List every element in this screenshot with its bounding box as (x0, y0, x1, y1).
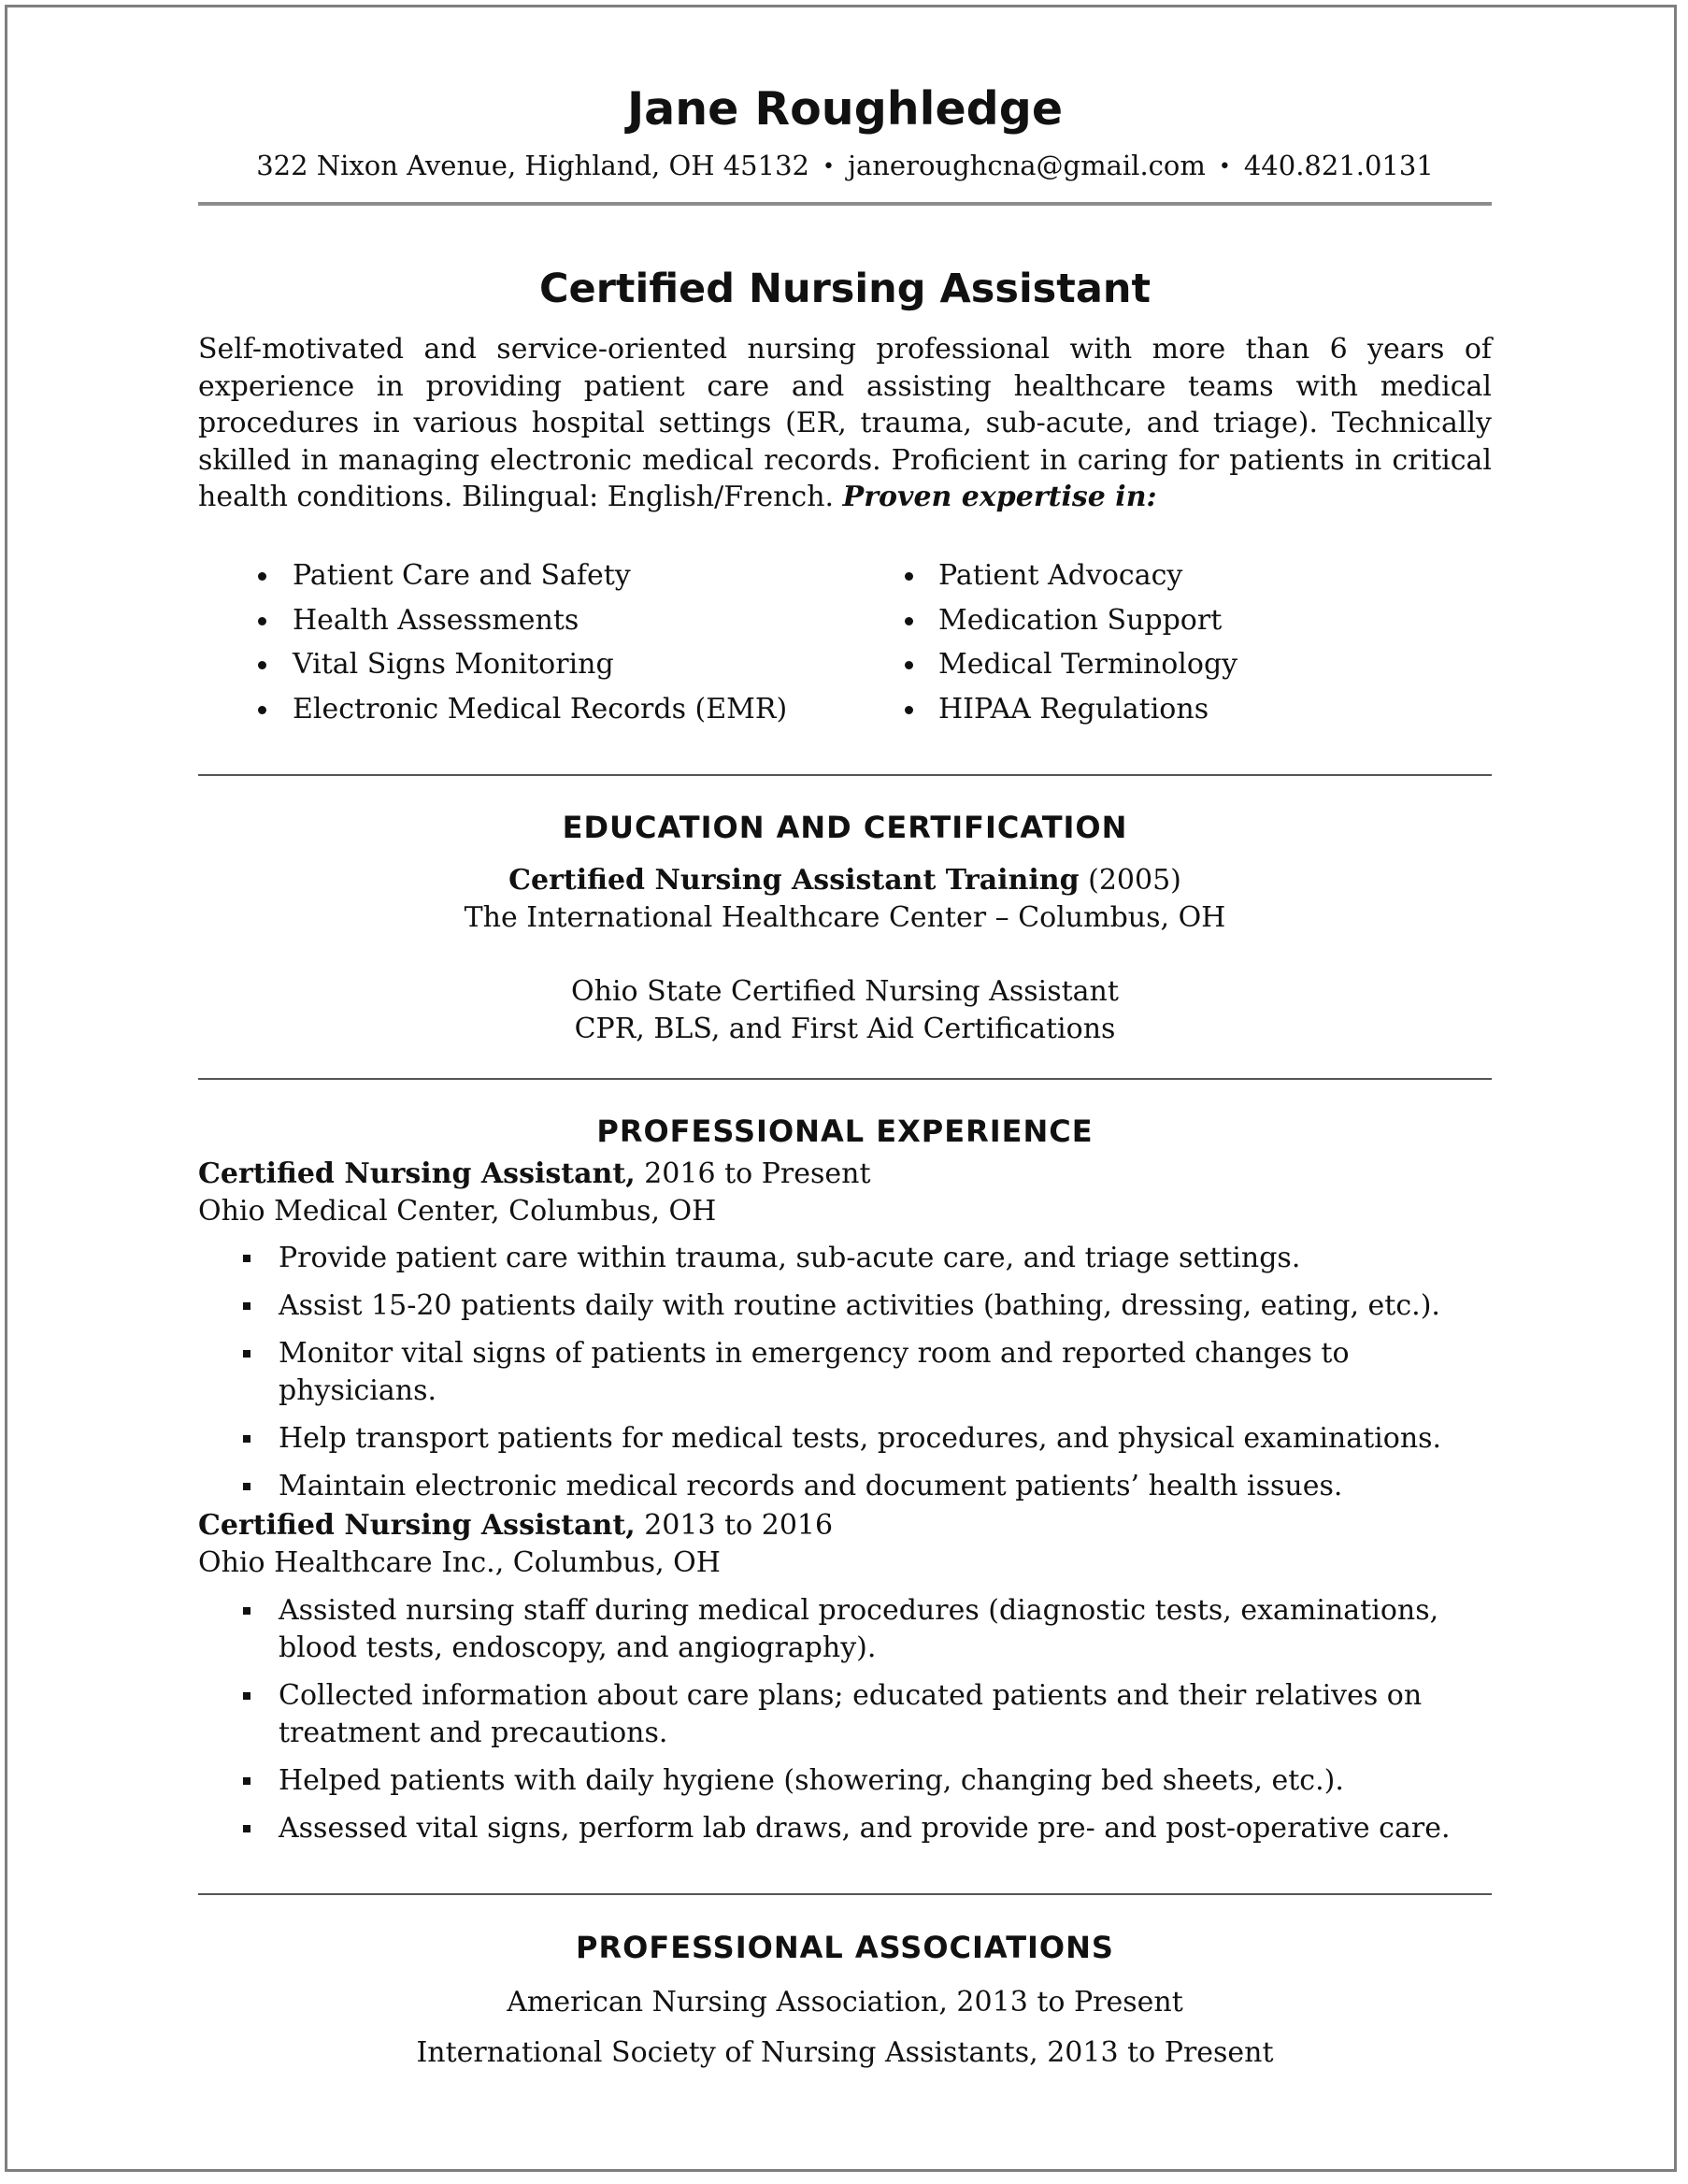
duty-item: Monitor vital signs of patients in emergency room and reported changes to physicians. (198, 1335, 1492, 1410)
experience-title: PROFESSIONAL EXPERIENCE (596, 1114, 1094, 1149)
skill-item: Electronic Medical Records (EMR) (198, 687, 787, 732)
duty-item: Maintain electronic medical records and document patients’ health issues. (198, 1468, 1492, 1505)
contact-address: 322 Nixon Avenue, Highland, OH 45132 (256, 150, 809, 181)
duty-item: Helped patients with daily hygiene (showering, changing bed sheets, etc.). (198, 1762, 1469, 1800)
education-program: Certified Nursing Assistant Training (508, 864, 1080, 897)
summary-text: Self-motivated and service-oriented nursing professional with more than 6 years of experience in providing patient care and assisting healthcare teams with medical procedures in various hospital settings (ER, trauma, sub-acute, and triage). Technically skilled in managing electronic medical records. Proficient in caring for patients in critical health conditions. Bilingual: English/French. (198, 333, 1492, 513)
job-duties (198, 1240, 1492, 1516)
job-role: Certified Nursing Assistant, (198, 1157, 636, 1190)
section-divider (198, 1893, 1492, 1895)
summary-paragraph (198, 331, 1492, 516)
job-dates: 2013 to 2016 (644, 1509, 834, 1542)
job-header (198, 1507, 1492, 1582)
education-title: EDUCATION AND CERTIFICATION (562, 810, 1128, 845)
resume-page (198, 0, 1492, 2184)
section-divider (198, 1078, 1492, 1080)
certification-2: CPR, BLS, and First Aid Certifications (574, 1013, 1116, 1045)
skill-item: Patient Advocacy (844, 553, 1237, 598)
associations-list (198, 1977, 1492, 2078)
job-role: Certified Nursing Assistant, (198, 1509, 636, 1542)
duty-item: Assisted nursing staff during medical procedures (diagnostic tests, examinations, blood tests, endoscopy, and angiography). (198, 1592, 1469, 1667)
job-duties (198, 1592, 1469, 1858)
skills-column-left (198, 553, 787, 731)
professional-headline: Certified Nursing Assistant (538, 266, 1152, 312)
duty-item: Assist 15-20 patients daily with routine activities (bathing, dressing, eating, etc.). (198, 1287, 1492, 1325)
education-school: The International Healthcare Center – Columbus, OH (464, 901, 1226, 934)
association-item: International Society of Nursing Assistants, 2013 to Present (416, 2036, 1274, 2069)
education-program-line (198, 862, 1492, 899)
job-role-line (198, 1156, 1492, 1193)
education-year: (2005) (1088, 864, 1181, 897)
duty-item: Assessed vital signs, perform lab draws, and provide pre- and post-operative care. (198, 1810, 1469, 1847)
header-divider (198, 202, 1492, 206)
job-employer: Ohio Healthcare Inc., Columbus, OH (198, 1546, 721, 1579)
skill-item: Medication Support (844, 598, 1237, 643)
summary-emphasis: Proven expertise in: (842, 481, 1157, 513)
separator-dot: • (822, 155, 835, 179)
skills-column-right (844, 553, 1237, 731)
candidate-name: Jane Roughledge (626, 82, 1064, 136)
skill-item: Patient Care and Safety (198, 553, 787, 598)
skill-item: HIPAA Regulations (844, 687, 1237, 732)
job-employer: Ohio Medical Center, Columbus, OH (198, 1195, 717, 1228)
contact-phone: 440.821.0131 (1243, 150, 1434, 181)
separator-dot: • (1218, 155, 1231, 179)
skill-item: Health Assessments (198, 598, 787, 643)
job-header (198, 1156, 1492, 1230)
association-item: American Nursing Association, 2013 to Present (507, 1986, 1183, 2019)
associations-title: PROFESSIONAL ASSOCIATIONS (576, 1930, 1114, 1965)
certification-1: Ohio State Certified Nursing Assistant (571, 975, 1119, 1008)
contact-line (198, 150, 1492, 181)
skill-item: Medical Terminology (844, 642, 1237, 687)
duty-item: Collected information about care plans; educated patients and their relatives on treatment and precautions. (198, 1677, 1469, 1752)
duty-item: Help transport patients for medical tests, procedures, and physical examinations. (198, 1420, 1492, 1458)
job-role-line (198, 1507, 1492, 1545)
contact-email[interactable]: janeroughcna@gmail.com (847, 150, 1206, 181)
skill-item: Vital Signs Monitoring (198, 642, 787, 687)
section-divider (198, 774, 1492, 776)
duty-item: Provide patient care within trauma, sub-acute care, and triage settings. (198, 1240, 1492, 1277)
job-dates: 2016 to Present (644, 1157, 871, 1190)
education-block (198, 862, 1492, 1048)
